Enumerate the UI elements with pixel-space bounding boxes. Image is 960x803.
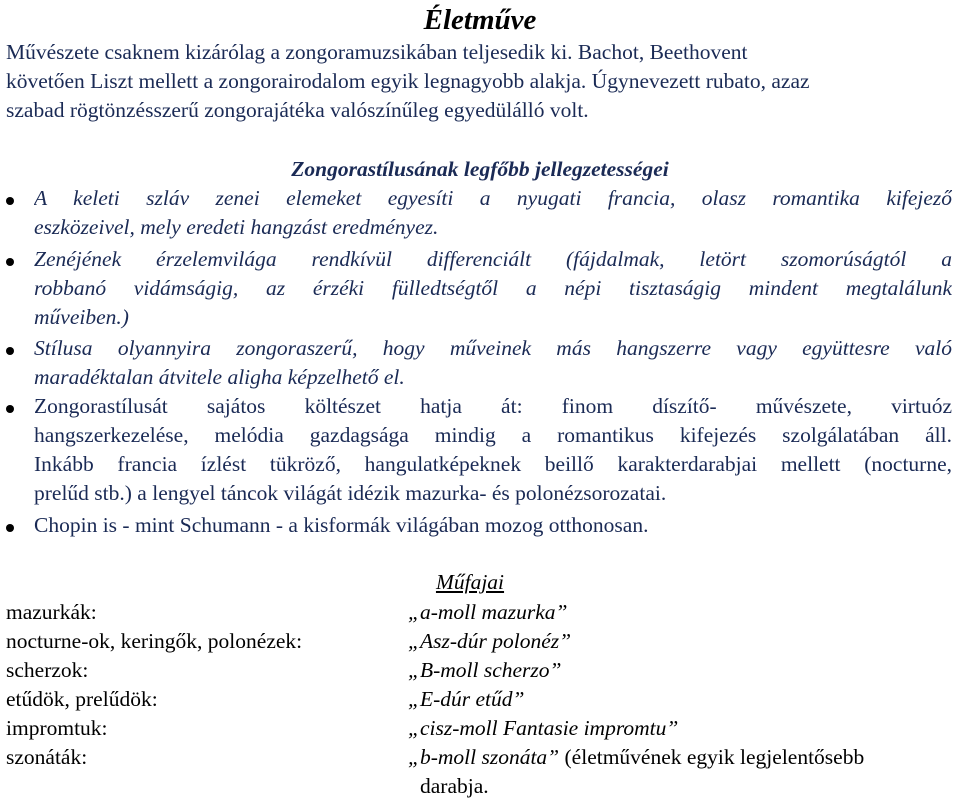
bullet-dot	[6, 347, 14, 355]
bullet-1-line: A keleti szláv zenei elemeket egyesíti a nyugati francia, olasz romantika kifejező	[34, 186, 952, 210]
bullet-dot	[6, 258, 14, 266]
genre-example	[408, 743, 864, 772]
genre-category: etűdök, prelűdök:	[6, 687, 158, 711]
genre-example-title: „cisz-moll Fantasie impromtu”	[408, 716, 679, 740]
bullet-dot	[6, 405, 14, 413]
genre-example	[408, 656, 562, 685]
genre-category: nocturne-ok, keringők, polonézek:	[6, 629, 303, 653]
intro-line: szabad rögtönzésszerű zongorajátéka valószínűleg egyedülálló volt.	[6, 98, 589, 122]
bullet-2-line: műveiben.)	[34, 305, 129, 329]
bullet-3-line: Stílusa olyannyira zongoraszerű, hogy műveinek más hangszerre vagy együttesre való	[34, 336, 952, 360]
genre-category: szonáták:	[6, 745, 88, 769]
bullet-3-line: maradéktalan átvitele aligha képzelhető el.	[34, 365, 405, 389]
genre-example-title: „B-moll scherzo”	[408, 658, 562, 682]
genre-example	[408, 714, 678, 743]
genre-example	[408, 685, 524, 714]
genre-category: impromtuk:	[6, 716, 108, 740]
bullet-4-line: Zongorastílusát sajátos költészet hatja át: finom díszítő- művészete, virtuóz	[34, 394, 952, 418]
bullet-4-line: Inkább francia ízlést tükröző, hangulatképeknek beillő karakterdarabjai mellett (nocturne,	[34, 452, 952, 476]
page-title: Életműve	[423, 4, 537, 36]
intro-line: Művészete csaknem kizárólag a zongoramuzsikában teljesedik ki. Bachot, Beethovent	[6, 40, 748, 64]
bullet-dot	[6, 524, 14, 532]
bullet-4-line: prelűd stb.) a lengyel táncok világát idézik mazurka- és polonézsorozatai.	[34, 481, 667, 505]
genre-example-title: „Asz-dúr polonéz”	[408, 629, 572, 653]
genre-example-title: „a-moll mazurka”	[408, 600, 568, 624]
genre-example-title: „b-moll szonáta”	[408, 745, 560, 769]
genres-heading: Műfajai	[435, 570, 505, 594]
bullet-2-line: robbanó vidámságig, az érzéki fülledtségtől a népi tisztaságig mindent megtalálunk	[34, 276, 952, 300]
section-heading: Zongorastílusának legfőbb jellegzetességei	[291, 157, 669, 181]
genre-example-note-continuation: darabja.	[420, 774, 489, 798]
genre-example-title: „E-dúr etűd”	[408, 687, 525, 711]
genre-example-note: (életművének egyik legjelentősebb	[559, 745, 865, 769]
genre-category: scherzok:	[6, 658, 89, 682]
bullet-dot	[6, 197, 14, 205]
genre-example	[408, 598, 567, 627]
genre-example	[408, 627, 571, 656]
bullet-5-line: Chopin is - mint Schumann - a kisformák világában mozog otthonosan.	[34, 513, 649, 537]
bullet-2-line: Zenéjének érzelemvilága rendkívül differenciált (fájdalmak, letört szomorúságtól a	[34, 247, 952, 271]
intro-line: követően Liszt mellett a zongorairodalom egyik legnagyobb alakja. Úgynevezett rubato, azaz	[6, 69, 810, 93]
bullet-4-line: hangszerkezelése, melódia gazdagsága mindig a romantikus kifejezés szolgálatában áll.	[34, 423, 952, 447]
genre-category: mazurkák:	[6, 600, 97, 624]
bullet-1-line: eszközeivel, mely eredeti hangzást eredményez.	[34, 215, 439, 239]
